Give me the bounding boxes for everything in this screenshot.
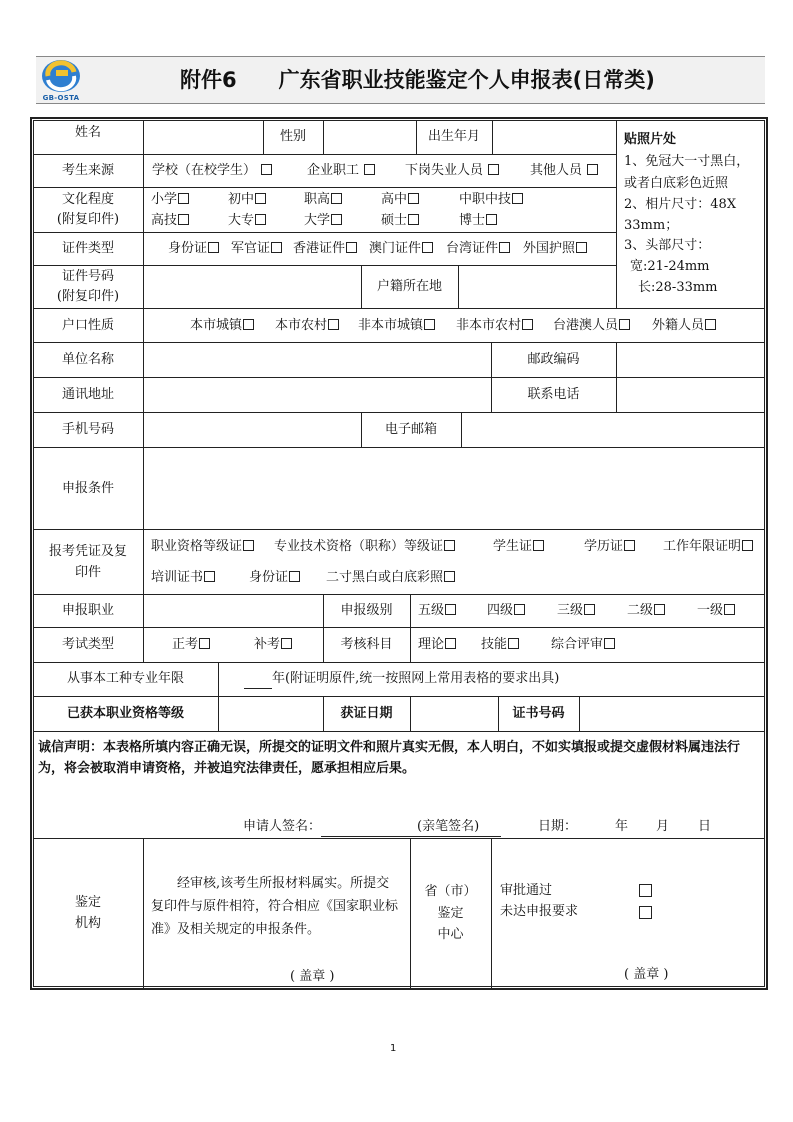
phone-field[interactable] <box>618 379 763 410</box>
cert-date-field[interactable] <box>412 698 496 729</box>
cert-date-label: 获证日期 <box>340 706 393 721</box>
household-field[interactable] <box>460 267 614 307</box>
checkbox[interactable] <box>331 193 342 204</box>
day-label: 日 <box>698 819 712 834</box>
source-option[interactable]: 下岗失业人员 <box>405 162 499 180</box>
signature-line[interactable] <box>243 818 501 837</box>
current-level-label: 已获本职业资格等级 <box>66 706 184 721</box>
hukou-option[interactable]: 非本市城镇 <box>358 317 435 335</box>
hukou-option[interactable]: 台港澳人员 <box>553 317 630 335</box>
approve-pass-checkbox[interactable] <box>639 884 652 897</box>
docs-option[interactable]: 学历证 <box>584 538 635 556</box>
cert-no-label: 证书号码 <box>512 706 565 721</box>
id-type-option[interactable]: 香港证件 <box>293 240 357 258</box>
level-option[interactable]: 三级 <box>557 602 595 620</box>
seal-left: ( 盖章 ) <box>290 969 335 984</box>
checkbox[interactable] <box>243 540 254 551</box>
education-option[interactable]: 高中 <box>381 191 419 209</box>
integrity-declaration: 诚信声明：本表格所填内容正确无误，所提交的证明文件和照片真实无假，本人明白，不如实填报或提交虚假材料属违法行为，将会被取消申请资格，并被追究法律责任，愿承担相应后果。 <box>38 740 741 776</box>
phone-label: 联系电话 <box>527 387 580 402</box>
level-option[interactable]: 二级 <box>627 602 665 620</box>
month-label: 月 <box>656 819 670 834</box>
exam-type-option[interactable]: 补考 <box>254 636 292 654</box>
photo-title: 贴照片处 <box>624 132 677 147</box>
checkbox[interactable] <box>424 319 435 330</box>
docs-option[interactable]: 专业技术资格（职称）等级证 <box>274 538 455 556</box>
checkbox[interactable] <box>444 571 455 582</box>
name-label: 姓名 <box>74 125 101 140</box>
id-type-option[interactable]: 外国护照 <box>523 240 587 258</box>
education-option[interactable]: 博士 <box>459 212 497 230</box>
level-option[interactable]: 一级 <box>697 602 735 620</box>
birth-label: 出生年月 <box>427 129 480 144</box>
checkbox[interactable] <box>624 540 635 551</box>
subject-option[interactable]: 理论 <box>418 636 456 654</box>
checkbox[interactable] <box>584 604 595 615</box>
education-option[interactable]: 中职中技 <box>459 191 523 209</box>
hukou-option[interactable]: 非本市农村 <box>456 317 533 335</box>
id-number-sub: (附复印件) <box>56 289 120 304</box>
docs-option[interactable]: 二寸黑白或白底彩照 <box>326 569 455 587</box>
exam-type-option[interactable]: 正考 <box>172 636 210 654</box>
docs-label-1: 报考凭证及复 <box>48 544 127 559</box>
checkbox[interactable] <box>522 319 533 330</box>
attachment-label: 附件6 <box>180 68 237 92</box>
checkbox[interactable] <box>289 571 300 582</box>
photo-note-3: 2、相片尺寸：48X <box>624 197 737 212</box>
checkbox[interactable] <box>408 214 419 225</box>
mobile-field[interactable] <box>145 414 359 445</box>
page-title <box>180 64 720 94</box>
docs-option[interactable]: 学生证 <box>493 538 544 556</box>
checkbox[interactable] <box>486 214 497 225</box>
year-label: 年 <box>615 819 629 834</box>
education-option[interactable]: 大学 <box>304 212 342 230</box>
logo-text: GB-OSTA <box>42 94 80 102</box>
source-option[interactable]: 学校（在校学生） <box>152 162 272 180</box>
email-field[interactable] <box>463 414 763 445</box>
education-sub: (附复印件) <box>56 212 120 227</box>
checkbox[interactable] <box>346 242 357 253</box>
approve-fail-label: 未达申报要求 <box>500 904 579 919</box>
education-option[interactable]: 小学 <box>151 191 189 209</box>
hukou-label: 户口性质 <box>61 318 114 333</box>
docs-option[interactable]: 职业资格等级证 <box>151 538 254 556</box>
checkbox[interactable] <box>204 571 215 582</box>
date-label: 日期： <box>538 819 578 834</box>
checkbox[interactable] <box>178 193 189 204</box>
photo-note-4: 33mm； <box>624 218 679 233</box>
household-label: 户籍所在地 <box>376 279 442 294</box>
checkbox[interactable] <box>255 214 266 225</box>
education-option[interactable]: 初中 <box>228 191 266 209</box>
checkbox[interactable] <box>178 214 189 225</box>
checkbox[interactable] <box>199 638 210 649</box>
checkbox[interactable] <box>619 319 630 330</box>
checkbox[interactable] <box>604 638 615 649</box>
agency-label-2: 机构 <box>74 916 101 931</box>
center-label-3: 中心 <box>437 927 464 942</box>
photo-note-6: 宽:21-24mm <box>630 259 710 274</box>
form-title: 广东省职业技能鉴定个人申报表(日常类) <box>278 68 655 92</box>
occupation-label: 申报职业 <box>61 603 114 618</box>
subject-option[interactable]: 技能 <box>481 636 519 654</box>
photo-note-7: 长:28-33mm <box>638 280 718 295</box>
education-label: 文化程度 <box>61 192 114 207</box>
education-option[interactable]: 硕士 <box>381 212 419 230</box>
exam-type-label: 考试类型 <box>61 637 114 652</box>
review-statement: 经审核,该考生所报材料属实。所提交复印件与原件相符，符合相应《国家职业标准》及相关规定的申报条件。 <box>151 876 399 937</box>
checkbox[interactable] <box>705 319 716 330</box>
docs-option[interactable]: 培训证书 <box>151 569 215 587</box>
approve-pass-label: 审批通过 <box>500 883 553 898</box>
checkbox[interactable] <box>331 214 342 225</box>
checkbox[interactable] <box>724 604 735 615</box>
checkbox[interactable] <box>445 604 456 615</box>
checkbox[interactable] <box>243 319 254 330</box>
checkbox[interactable] <box>281 638 292 649</box>
source-label: 考生来源 <box>61 163 114 178</box>
checkbox[interactable] <box>364 164 375 175</box>
signature-note: (亲笔签名) <box>417 818 501 837</box>
photo-note-1: 1、免冠大一寸黑白， <box>624 154 750 169</box>
seal-right: ( 盖章 ) <box>624 967 669 982</box>
docs-option[interactable]: 工作年限证明 <box>663 538 753 556</box>
id-type-option[interactable]: 澳门证件 <box>369 240 433 258</box>
docs-option[interactable]: 身份证 <box>249 569 300 587</box>
center-label-2: 鉴定 <box>437 906 464 921</box>
gender-label: 性别 <box>279 129 306 144</box>
level-option[interactable]: 四级 <box>487 602 525 620</box>
checkbox[interactable] <box>587 164 598 175</box>
id-number-label: 证件号码 <box>61 269 114 284</box>
id-type-option[interactable]: 台湾证件 <box>446 240 510 258</box>
id-type-option[interactable]: 身份证 <box>168 240 219 258</box>
approve-fail-checkbox[interactable] <box>639 906 652 919</box>
education-option[interactable]: 大专 <box>228 212 266 230</box>
birth-field[interactable] <box>494 122 614 152</box>
checkbox[interactable] <box>488 164 499 175</box>
subject-option[interactable]: 综合评审 <box>551 636 615 654</box>
checkbox[interactable] <box>742 540 753 551</box>
checkbox[interactable] <box>408 193 419 204</box>
postcode-label: 邮政编码 <box>527 352 580 367</box>
cert-no-field[interactable] <box>581 698 763 729</box>
checkbox[interactable] <box>255 193 266 204</box>
center-label-1: 省（市） <box>424 884 477 899</box>
postcode-field[interactable] <box>618 344 763 375</box>
checkbox[interactable] <box>271 242 282 253</box>
conditions-label: 申报条件 <box>61 481 114 496</box>
checkbox[interactable] <box>208 242 219 253</box>
name-field[interactable] <box>145 122 261 152</box>
current-level-field[interactable] <box>220 698 321 729</box>
checkbox[interactable] <box>499 242 510 253</box>
source-option[interactable]: 企业职工 <box>307 162 375 180</box>
checkbox[interactable] <box>508 638 519 649</box>
employer-field[interactable] <box>145 344 489 375</box>
email-label: 电子邮箱 <box>384 422 437 437</box>
subject-label: 考核科目 <box>340 637 393 652</box>
docs-label-2: 印件 <box>74 565 101 580</box>
hukou-option[interactable]: 本市城镇 <box>190 317 254 335</box>
page-number: 1 <box>390 1043 397 1054</box>
id-type-label: 证件类型 <box>61 241 114 256</box>
years-field[interactable]: 年(附证明原件,统一按照网上常用表格的要求出具) <box>244 670 559 689</box>
mobile-label: 手机号码 <box>61 422 114 437</box>
address-field[interactable] <box>145 379 489 410</box>
source-option[interactable]: 其他人员 <box>530 162 598 180</box>
checkbox[interactable] <box>514 604 525 615</box>
education-option[interactable]: 高技 <box>151 212 189 230</box>
employer-label: 单位名称 <box>61 352 114 367</box>
id-number-field[interactable] <box>145 267 359 307</box>
level-label: 申报级别 <box>340 603 393 618</box>
photo-note-2: 或者白底彩色近照 <box>624 176 729 191</box>
checkbox[interactable] <box>445 638 456 649</box>
checkbox[interactable] <box>512 193 523 204</box>
occupation-field[interactable] <box>145 596 321 625</box>
years-label: 从事本工种专业年限 <box>66 671 184 686</box>
signature-label: 申请人签名： <box>243 819 322 834</box>
conditions-field[interactable] <box>145 449 763 527</box>
hukou-option[interactable]: 外籍人员 <box>652 317 716 335</box>
agency-label-1: 鉴定 <box>74 895 101 910</box>
photo-note-5: 3、头部尺寸： <box>624 238 711 253</box>
checkbox[interactable] <box>444 540 455 551</box>
checkbox[interactable] <box>654 604 665 615</box>
checkbox[interactable] <box>422 242 433 253</box>
checkbox[interactable] <box>261 164 272 175</box>
checkbox[interactable] <box>328 319 339 330</box>
education-option[interactable]: 职高 <box>304 191 342 209</box>
gender-field[interactable] <box>325 122 414 152</box>
checkbox[interactable] <box>576 242 587 253</box>
address-label: 通讯地址 <box>61 387 114 402</box>
hukou-option[interactable]: 本市农村 <box>275 317 339 335</box>
id-type-option[interactable]: 军官证 <box>231 240 282 258</box>
checkbox[interactable] <box>533 540 544 551</box>
level-option[interactable]: 五级 <box>418 602 456 620</box>
